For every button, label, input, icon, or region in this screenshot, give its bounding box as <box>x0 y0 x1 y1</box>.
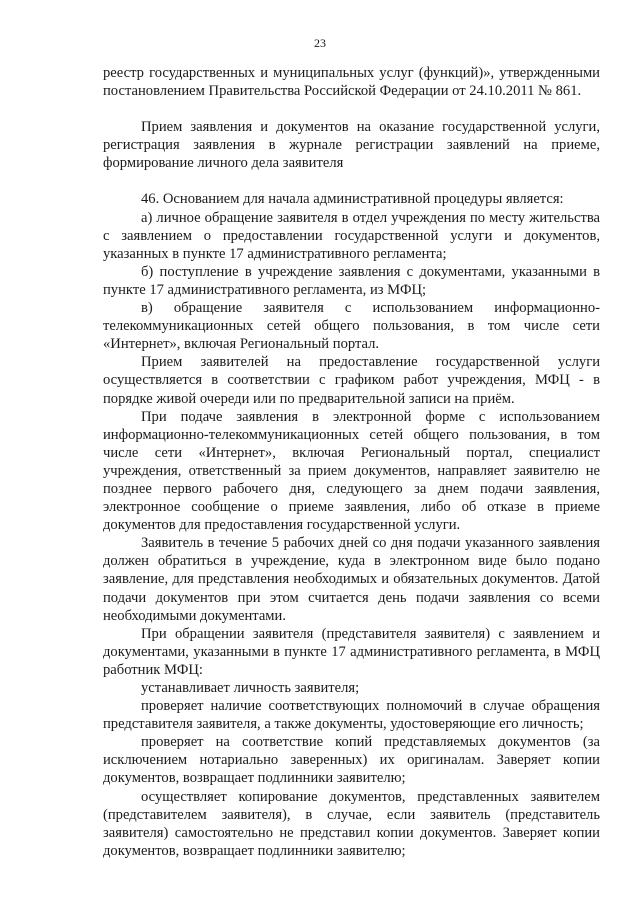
document-body <box>103 64 600 860</box>
section-heading: Прием заявления и документов на оказание государственной услуги, регистрация заявления в журнале регистрации заявлений на приеме, формирование личного дела заявителя <box>103 119 600 172</box>
paragraph-46: 46. Основанием для начала административной процедуры является: <box>141 191 564 208</box>
paragraph-reception-schedule: Прием заявителей на предоставление государственной услуги осуществляется в соответствии с графиком работ учреждения, МФЦ - в порядке живой очереди или по предварительной записи на приём. <box>103 354 600 407</box>
paragraph-copying: осуществляет копирование документов, представленных заявителем (представителем заявителя), в случае, если заявитель (представитель заявителя) самостоятельно не представил копии документов. Заверяет копии документов, возвращает подлинники заявителю; <box>103 788 600 859</box>
paragraph-identity-check: устанавливает личность заявителя; <box>141 680 360 696</box>
page-number: 23 <box>314 36 326 50</box>
paragraph-five-days: Заявитель в течение 5 рабочих дней со дня подачи указанного заявления должен обратиться в учреждение, куда в электронном виде было подано заявление, для представления необходимых и обязательных документов. Датой подачи документов при этом считается день подачи заявления со всеми необходимыми документами. <box>103 535 600 624</box>
paragraph-authority-check: проверяет наличие соответствующих полномочий в случае обращения представителя заявителя, а также документы, удостоверяющие его личность; <box>103 698 600 733</box>
paragraph-electronic-submission: При подаче заявления в электронной форме с использованием информационно-телекоммуникационных сетей общего пользования, в том числе сети «Интернет», включая Региональный портал, специалист учреждения, ответственный за прием документов, направляет заявителю не позднее первого рабочего дня, следующего за днем подачи заявления, электронное сообщение о приеме заявления, либо об отказе в приеме документов для предоставления государственной услуги. <box>103 408 600 534</box>
paragraph-item-a: а) личное обращение заявителя в отдел учреждения по месту жительства с заявлением о предоставлении государственной услуги и документов, указанных в пункте 17 административного регламента; <box>103 209 600 262</box>
paragraph-mfc-worker: При обращении заявителя (представителя заявителя) с заявлением и документами, указанными в пункте 17 административного регламента, в МФЦ работник МФЦ: <box>103 625 600 678</box>
paragraph-item-b: б) поступление в учреждение заявления с документами, указанными в пункте 17 административного регламента, из МФЦ; <box>103 263 600 298</box>
paragraph-gap <box>103 100 600 118</box>
paragraph-gap <box>103 172 600 190</box>
paragraph-copies-check: проверяет на соответствие копий представляемых документов (за исключением нотариально заверенных) их оригиналам. Заверяет копии документов, возвращает подлинники заявителю; <box>103 734 600 787</box>
paragraph-item-v: в) обращение заявителя с использованием информационно-телекоммуникационных сетей общего пользования, в том числе сети «Интернет», включая Региональный портал. <box>103 300 600 353</box>
paragraph-registry-reference: реестр государственных и муниципальных услуг (функций)», утвержденными постановлением Правительства Российской Федерации от 24.10.2011 № 861. <box>103 65 600 100</box>
